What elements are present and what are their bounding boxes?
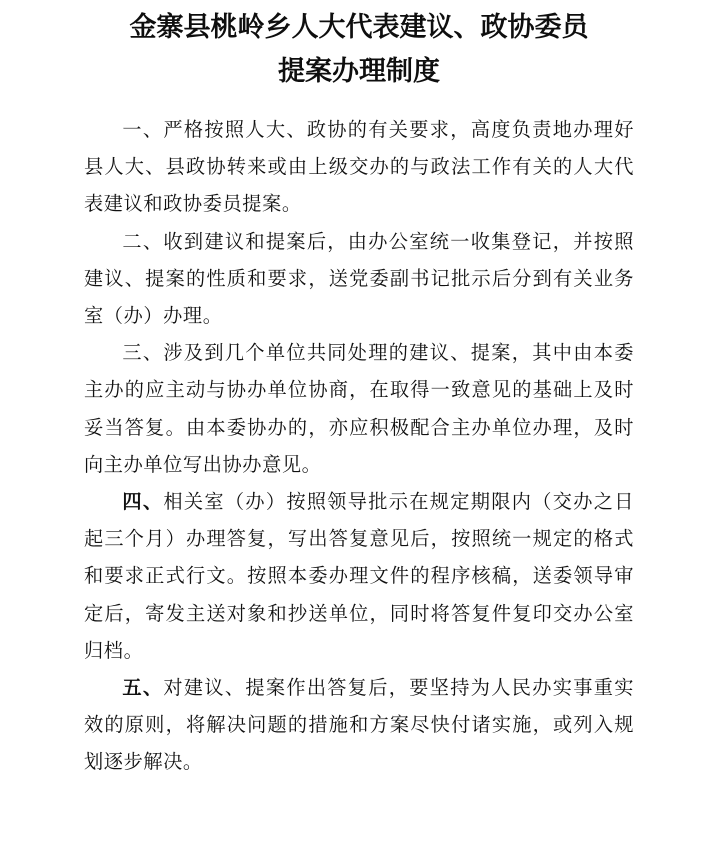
paragraph-3-number: 三、 bbox=[122, 341, 164, 365]
document-title bbox=[84, 6, 634, 94]
paragraph-3 bbox=[84, 334, 634, 483]
title-line-2: 提案办理制度 bbox=[278, 56, 440, 87]
title-line-1: 金寨县桃岭乡人大代表建议、政协委员 bbox=[129, 12, 589, 43]
paragraph-2-text: 收到建议和提案后，由办公室统一收集登记，并按照建议、提案的性质和要求，送党委副书记批示后分到有关业务室（办）办理。 bbox=[84, 229, 634, 328]
paragraph-1 bbox=[84, 111, 634, 223]
paragraph-4 bbox=[84, 483, 634, 669]
paragraph-5-text: 对建议、提案作出答复后，要坚持为人民办实事重实效的原则，将解决问题的措施和方案尽快付诸实施，或列入规划逐步解决。 bbox=[84, 676, 634, 774]
paragraph-5-number: 五、 bbox=[122, 676, 164, 700]
paragraph-2 bbox=[84, 223, 634, 335]
paragraph-3-text: 涉及到几个单位共同处理的建议、提案，其中由本委主办的应主动与协办单位协商，在取得一致意见的基础上及时妥当答复。由本委协办的，亦应积极配合主办单位办理，及时向主办单位写出协办意见。 bbox=[84, 341, 634, 476]
paragraph-1-number: 一、 bbox=[122, 118, 164, 141]
paragraph-1-text: 严格按照人大、政协的有关要求，高度负责地办理好县人大、县政协转来或由上级交办的与政法工作有关的人大代表建议和政协委员提案。 bbox=[84, 118, 634, 216]
document-body bbox=[84, 111, 634, 781]
paragraph-5 bbox=[84, 669, 634, 781]
paragraph-4-text: 相关室（办）按照领导批示在规定期限内（交办之日起三个月）办理答复，写出答复意见后，按照统一规定的格式和要求正式行文。按照本委办理文件的程序核稿，送委领导审定后，寄发主送对象和抄送单位，同时将答复件复印交办公室归档。 bbox=[84, 490, 634, 662]
paragraph-2-number: 二、 bbox=[122, 229, 164, 253]
paragraph-4-number: 四、 bbox=[122, 490, 164, 514]
